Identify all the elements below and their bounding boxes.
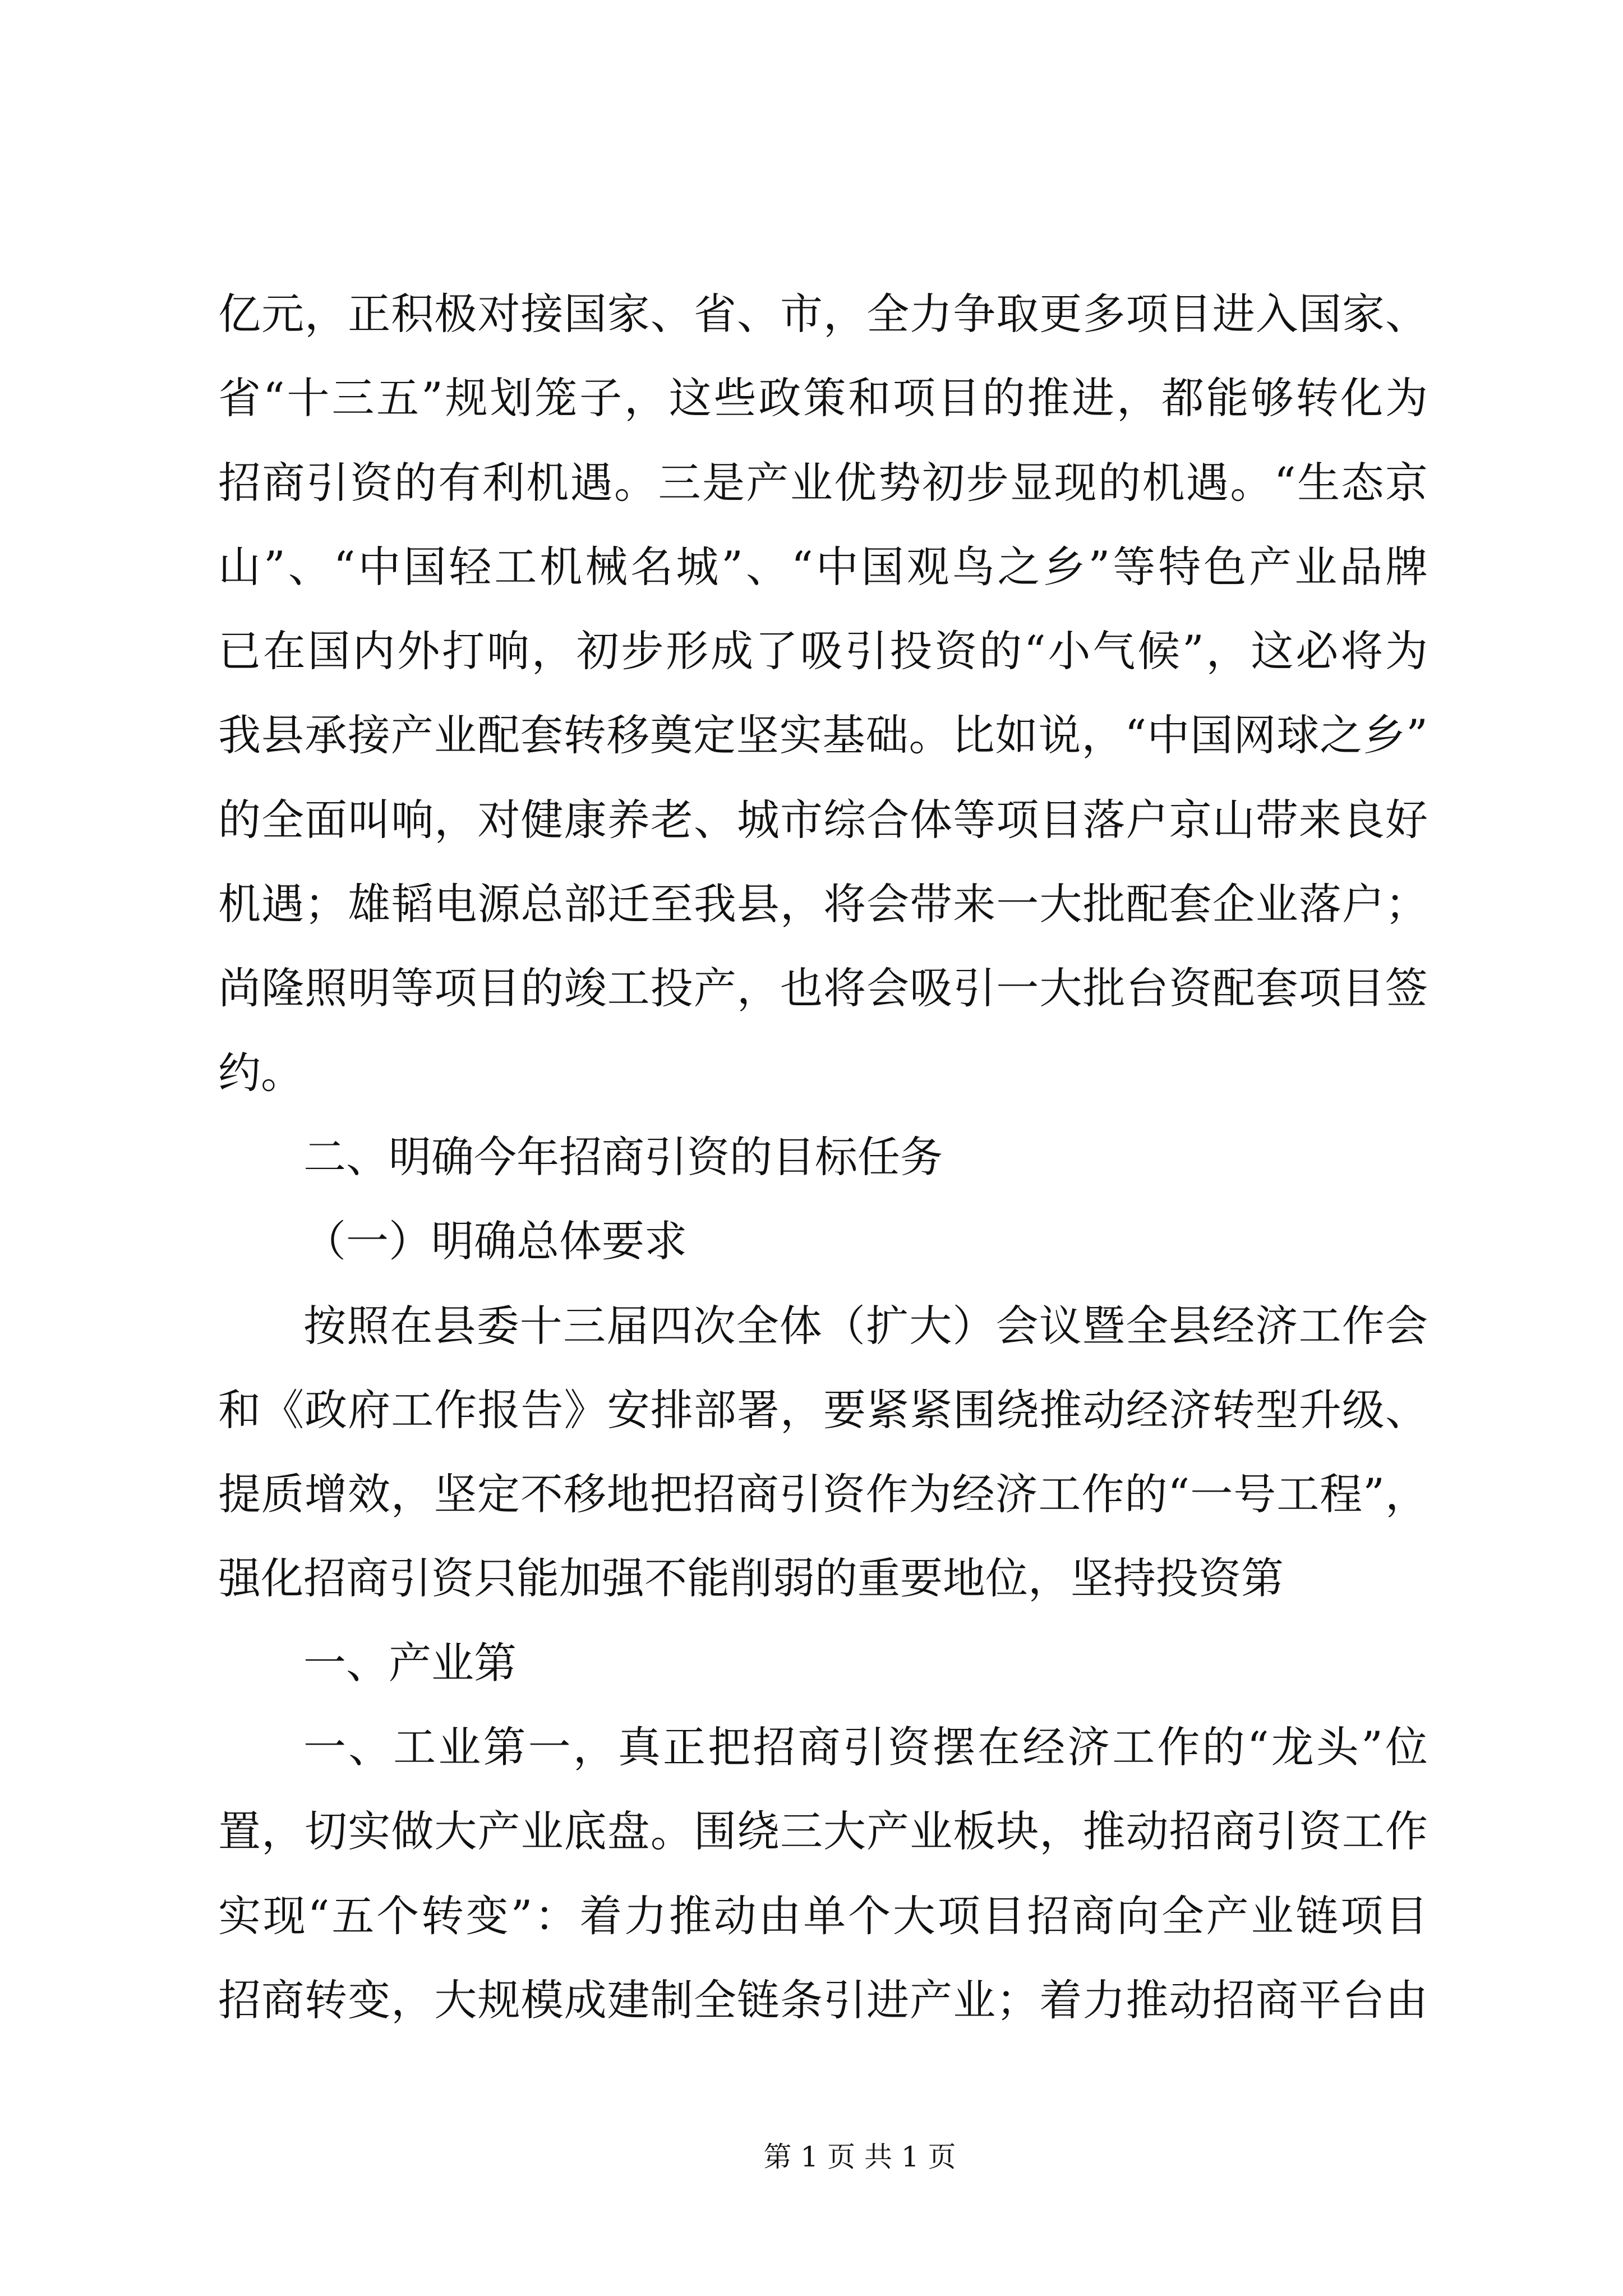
text-line: 机遇；雄韬电源总部迁至我县，将会带来一大批配套企业落户； (218, 879, 1428, 930)
paragraph (218, 1705, 1428, 2042)
text-line: 一、产业第 (303, 1637, 517, 1688)
section-heading (218, 1115, 1428, 1199)
subsection-heading (218, 1199, 1428, 1283)
text-line: 的全面叫响，对健康养老、城市综合体等项目落户京山带来良好 (218, 794, 1428, 845)
text-line: 实现“五个转变”：着力推动由单个大项目招商向全产业链项目 (218, 1890, 1428, 1941)
text-line: 强化招商引资只能加强不能削弱的重要地位，坚持投资第 (218, 1553, 1284, 1604)
text-line: 尚隆照明等项目的竣工投产，也将会吸引一大批台资配套项目签 (218, 963, 1428, 1014)
text-line: 按照在县委十三届四次全体（扩大）会议暨全县经济工作会 (303, 1300, 1428, 1351)
text-line: 山”、“中国轻工机械名城”、“中国观鸟之乡”等特色产业品牌 (218, 541, 1428, 592)
text-line: 亿元，正积极对接国家、省、市，全力争取更多项目进入国家、 (218, 289, 1428, 339)
text-line: 已在国内外打响，初步形成了吸引投资的“小气候”，这必将为 (218, 626, 1428, 677)
paragraph (218, 1284, 1428, 1621)
document-body (218, 272, 1428, 2042)
paragraph (218, 1621, 1428, 1705)
page-footer: 第 1 页 共 1 页 (763, 2141, 956, 2173)
text-line: 招商引资的有利机遇。三是产业优势初步显现的机遇。“生态京 (218, 457, 1428, 508)
text-line: 置，切实做大产业底盘。围绕三大产业板块，推动招商引资工作 (218, 1806, 1428, 1857)
text-line: 提质增效，坚定不移地把招商引资作为经济工作的“一号工程”， (218, 1469, 1428, 1520)
text-line: 省“十三五”规划笼子，这些政策和项目的推进，都能够转化为 (218, 373, 1428, 424)
text-line: 我县承接产业配套转移奠定坚实基础。比如说，“中国网球之乡” (218, 710, 1428, 761)
section-heading-text: 二、明确今年招商引资的目标任务 (303, 1131, 943, 1182)
paragraph (218, 272, 1428, 1115)
text-line: 招商转变，大规模成建制全链条引进产业；着力推动招商平台由 (218, 1975, 1428, 2025)
text-line: 和《政府工作报告》安排部署，要紧紧围绕推动经济转型升级、 (218, 1384, 1428, 1435)
subsection-heading-text: （一）明确总体要求 (303, 1216, 687, 1267)
text-line: 约。 (218, 1047, 303, 1098)
text-line: 一、工业第一，真正把招商引资摆在经济工作的“龙头”位 (303, 1722, 1428, 1773)
